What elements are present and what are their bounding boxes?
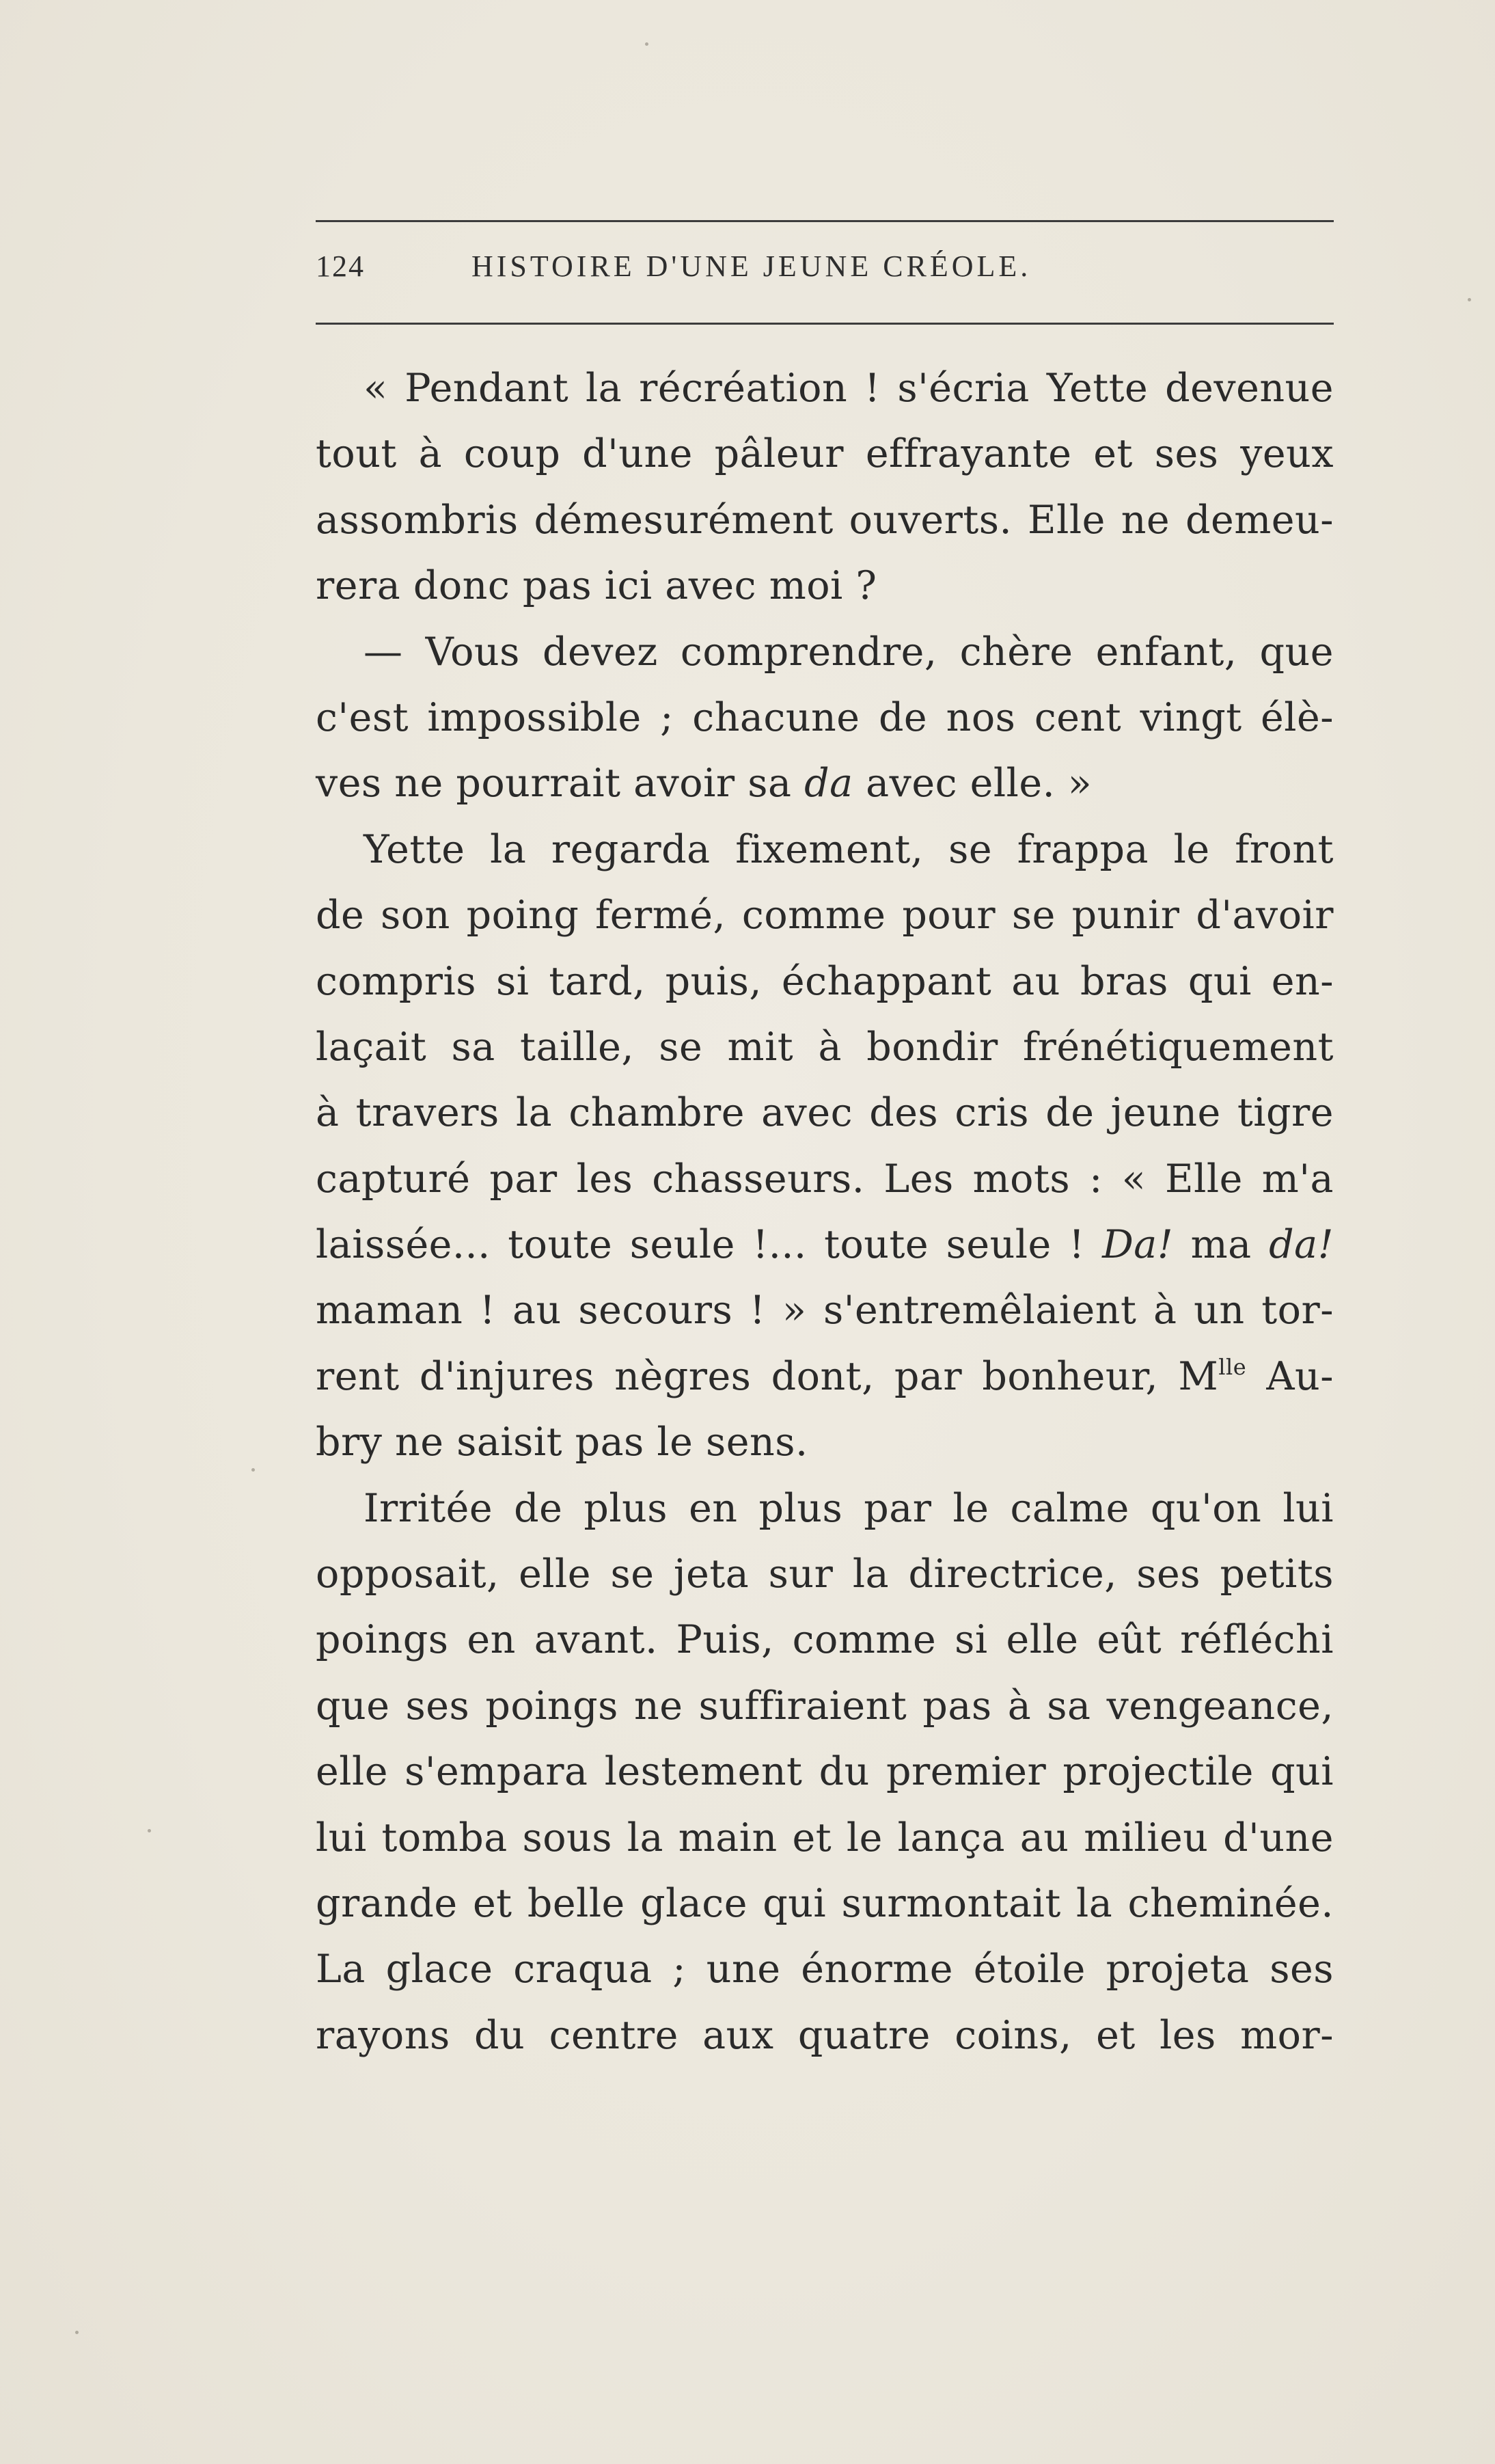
text-line: de son poing fermé, comme pour se punir d'avoir (316, 893, 1334, 938)
text-line: que ses poings ne suffiraient pas à sa vengeance, (316, 1683, 1334, 1729)
text-run: rent d'injures nègres dont, par bonheur, M (316, 1353, 1219, 1399)
text-line (316, 1212, 1334, 1277)
paper-speck (148, 1829, 151, 1832)
text-line: — Vous devez comprendre, chère enfant, que (364, 629, 1334, 675)
text-line: elle s'empara lestement du premier projectile qui (316, 1749, 1334, 1795)
text-line: « Pendant la récréation ! s'écria Yette devenue (364, 366, 1334, 411)
text-line: lui tomba sous la main et le lança au milieu d'une (316, 1815, 1334, 1860)
text-line: rera donc pas ici avec moi ? (316, 563, 877, 609)
text-line: rayons du centre aux quatre coins, et les mor- (316, 2012, 1334, 2058)
page-number: 124 (316, 249, 365, 283)
paper-speck (75, 2331, 79, 2334)
header-rule-bottom (316, 323, 1334, 325)
text-line: Irritée de plus en plus par le calme qu'on lui (364, 1485, 1334, 1531)
running-title: HISTOIRE D'UNE JEUNE CRÉOLE. (471, 249, 1032, 283)
running-head (316, 249, 1334, 297)
text-line: c'est impossible ; chacune de nos cent vingt élè- (316, 694, 1334, 740)
italic-word: Da! (1102, 1222, 1174, 1268)
text-line: La glace craqua ; une énorme étoile projeta ses (316, 1947, 1334, 1992)
superscript: lle (1218, 1353, 1247, 1380)
text-line (316, 750, 1334, 816)
body-text (316, 355, 1334, 2068)
text-line: compris si tard, puis, échappant au bras qui en- (316, 958, 1334, 1004)
text-line: maman ! au secours ! » s'entremêlaient à un tor- (316, 1288, 1334, 1333)
text-line: bry ne saisit pas le sens. (316, 1420, 808, 1465)
text-run: Au- (1246, 1353, 1334, 1399)
text-line: tout à coup d'une pâleur effrayante et ses yeux (316, 431, 1334, 477)
text-line: capturé par les chasseurs. Les mots : « Elle m'a (316, 1156, 1334, 1202)
text-run: laissée... toute seule !... toute seule ! (316, 1222, 1103, 1268)
text-line: poings en avant. Puis, comme si elle eût réfléchi (316, 1617, 1334, 1663)
text-run: ves ne pourrait avoir sa (316, 761, 805, 807)
italic-word: da (804, 761, 853, 807)
text-run: avec elle. » (853, 761, 1093, 807)
paper-speck (645, 42, 648, 46)
text-line: à travers la chambre avec des cris de jeune tigre (316, 1090, 1334, 1136)
text-line: assombris démesurément ouverts. Elle ne demeu- (316, 497, 1334, 543)
text-line: grande et belle glace qui surmontait la cheminée. (316, 1880, 1334, 1926)
text-run: ma (1173, 1222, 1270, 1268)
header-rule-top (316, 220, 1334, 222)
text-line: laçait sa taille, se mit à bondir frénétiquement (316, 1024, 1334, 1070)
text-line (316, 1344, 1334, 1409)
text-line: opposait, elle se jeta sur la directrice, ses petits (316, 1552, 1334, 1597)
paper-speck (1468, 298, 1471, 301)
italic-word: da! (1269, 1222, 1334, 1268)
text-line: Yette la regarda fixement, se frappa le front (364, 826, 1334, 872)
paper-speck (251, 1468, 255, 1472)
